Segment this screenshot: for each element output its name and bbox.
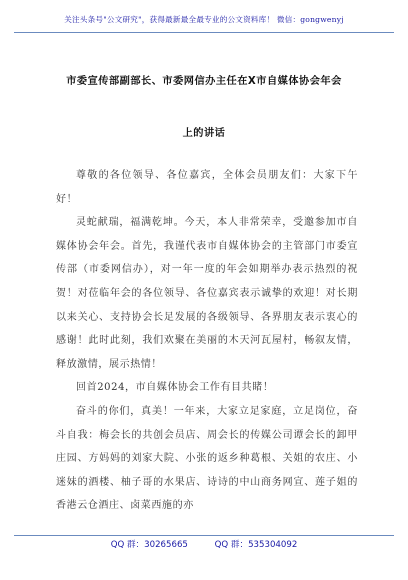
document-title-line2: 上的讲话 bbox=[182, 128, 226, 139]
document-title-line1: 市委宣传部副部长、市委网信办主任在X市自媒体协会年会 bbox=[66, 76, 342, 87]
footer-qq-group-1: QQ 群：30265665 bbox=[110, 540, 188, 550]
footer-contacts bbox=[0, 538, 408, 550]
paragraph-review: 回首2024，市自媒体协会工作有目共睹！ bbox=[76, 382, 274, 394]
footer-qq-group-2: QQ 群：535304092 bbox=[214, 540, 298, 550]
document-body bbox=[56, 164, 358, 518]
header-notice: 关注头条号"公文研究"，获得最新最全最专业的公文资料库！ 微信：gongwenyj bbox=[64, 15, 344, 24]
header-divider bbox=[14, 32, 394, 33]
footer-divider bbox=[14, 535, 394, 536]
paragraph-achievements: 奋斗的你们，真美！一年来，大家立足家庭，立足岗位，奋斗自我：梅会长的共创会员店、周会长的传媒公司谭会长的卸甲庄园、方妈妈的刘家大院、小张的返乡种葛根、关姐的农庄、小迷妹的酒楼、柚子哥的水果店、诗诗的中山商务网宣、莲子姐的香港云仓酒庄、卤菜西施的亦 bbox=[56, 405, 358, 512]
paragraph-welcome: 灵蛇献瑞，福满乾坤。今天，本人非常荣幸，受邀参加市自媒体协会年会。首先，我谨代表市自媒体协会的主管部门市委宣传部（市委网信办），对一年一度的年会如期举办表示热烈的祝贺！对莅临年会的各位领导、各位嘉宾表示诚挚的欢迎！对长期以来关心、支持协会长足发展的各级领导、各界朋友表示衷心的感谢！此时此刻，我们欢聚在美丽的木天河瓦屋村，畅叙友情，释放激情，展示热情！ bbox=[56, 217, 358, 370]
paragraph-greeting: 尊敬的各位领导、各位嘉宾，全体会员朋友们：大家下午好！ bbox=[56, 170, 358, 205]
